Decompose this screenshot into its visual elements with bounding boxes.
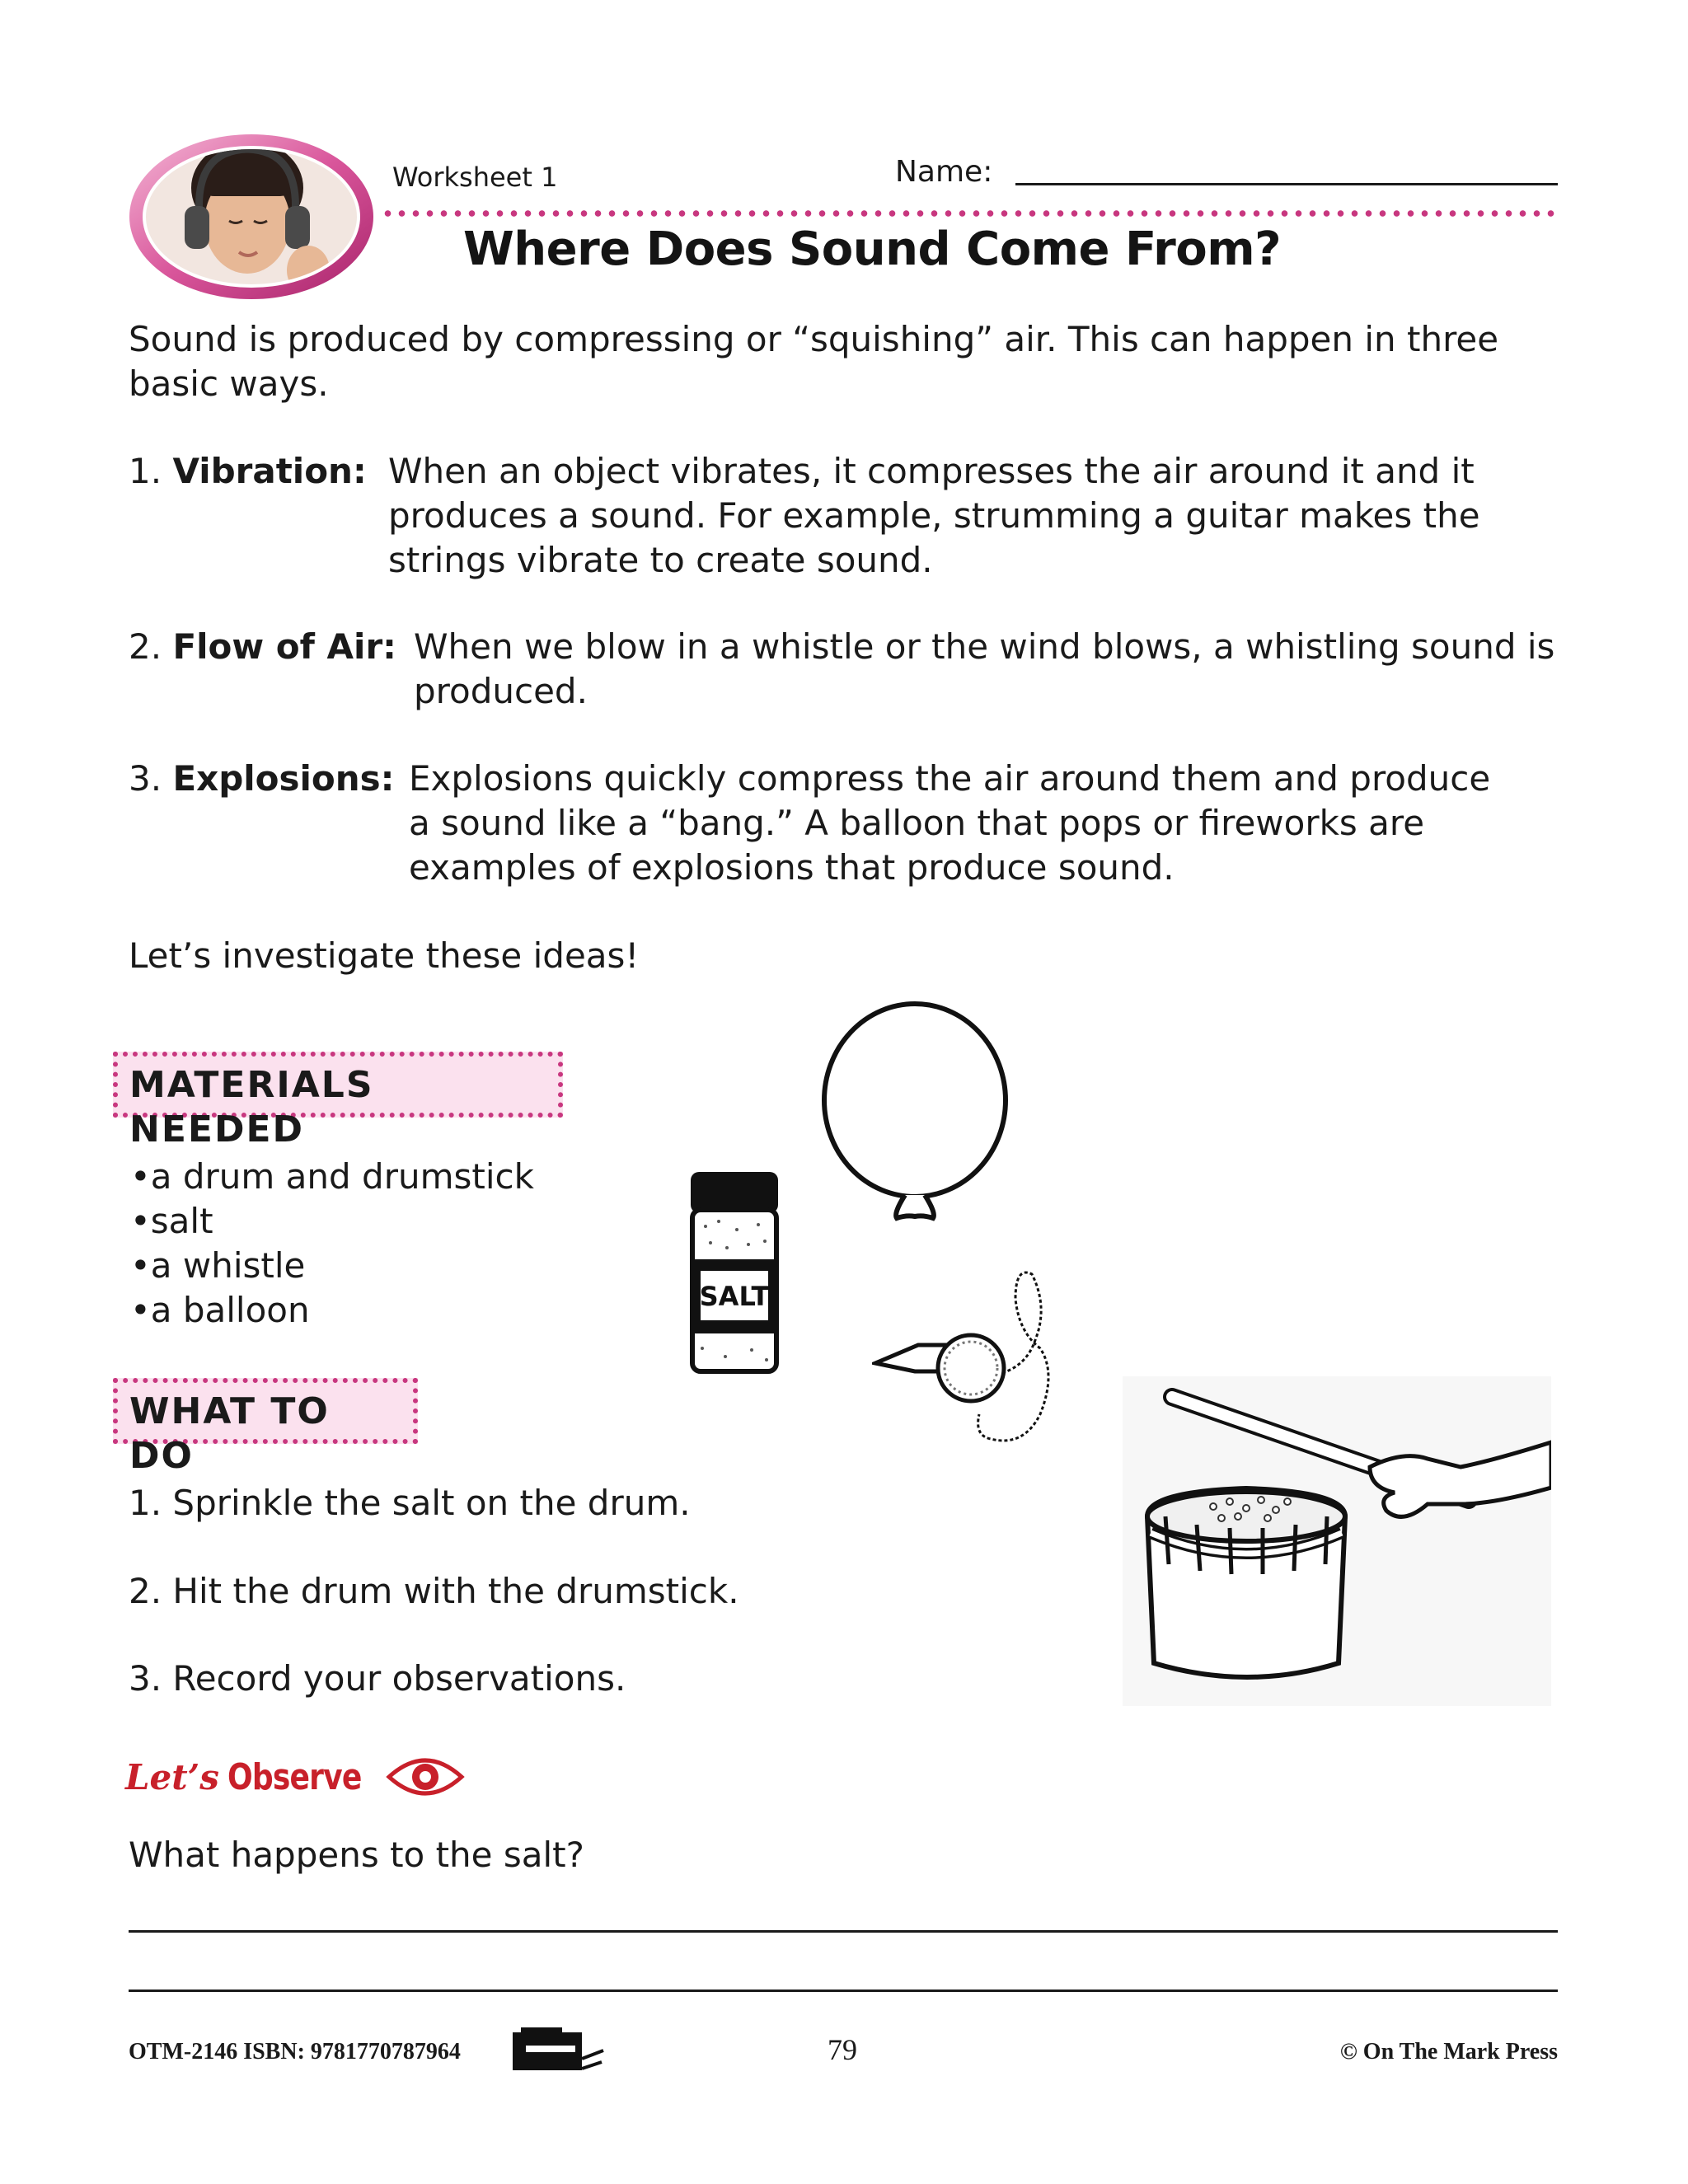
way-vibration-line-1: When an object vibrates, it compresses the air around it and it — [388, 451, 1475, 491]
way-vibration-line-2: produces a sound. For example, strumming a guitar makes the — [388, 495, 1480, 536]
way-number: 1. — [129, 451, 162, 491]
page-title: Where Does Sound Come From? — [463, 223, 1282, 276]
step-3: 3. Record your observations. — [129, 1658, 626, 1699]
way-flow-heading — [129, 625, 396, 669]
step-1: 1. Sprinkle the salt on the drum. — [129, 1483, 691, 1523]
way-explosions-line-2: a sound like a “bang.” A balloon that pops or fireworks are — [409, 803, 1425, 843]
observe-question: What happens to the salt? — [129, 1835, 584, 1875]
way-number: 3. — [129, 758, 162, 799]
way-flow-line-2: produced. — [414, 671, 588, 711]
way-vibration-heading — [129, 449, 367, 494]
way-term: Vibration: — [172, 451, 367, 491]
investigate-text: Let’s investigate these ideas! — [129, 935, 640, 976]
worksheet-label: Worksheet 1 — [392, 162, 558, 193]
drum-and-stick-illustration — [1123, 1376, 1551, 1706]
lets-text: Let’s — [125, 1756, 219, 1797]
salt-shaker-illustration — [686, 1167, 785, 1378]
way-explosions-heading — [129, 757, 394, 801]
way-number: 2. — [129, 626, 162, 667]
way-term: Flow of Air: — [172, 626, 396, 667]
name-field[interactable] — [1015, 183, 1558, 185]
whistle-illustration — [872, 1264, 1062, 1470]
salt-label: SALT — [699, 1281, 770, 1312]
intro-line-1: Sound is produced by compressing or “squishing” air. This can happen in three — [129, 319, 1499, 359]
photocopier-icon — [509, 2024, 607, 2075]
page-number: 79 — [828, 2033, 857, 2066]
lets-observe-heading — [125, 1754, 467, 1800]
headphones-kid-badge — [124, 130, 379, 303]
step-2: 2. Hit the drum with the drumstick. — [129, 1571, 739, 1611]
eye-icon — [384, 1754, 467, 1800]
way-explosions-line-1: Explosions quickly compress the air around them and produce — [409, 758, 1491, 799]
way-explosions-line-3: examples of explosions that produce sound. — [409, 847, 1175, 888]
materials-heading: MATERIALS NEEDED — [113, 1052, 563, 1118]
footer-code-isbn: OTM-2146 ISBN: 9781770787964 — [129, 2039, 461, 2064]
way-vibration-line-3: strings vibrate to create sound. — [388, 540, 933, 580]
answer-line-2[interactable] — [129, 1990, 1558, 1992]
list-item: •a balloon — [130, 1290, 310, 1330]
what-to-do-heading: WHAT TO DO — [113, 1378, 418, 1444]
way-flow-line-1: When we blow in a whistle or the wind blows, a whistling sound is — [414, 626, 1555, 667]
way-term: Explosions: — [172, 758, 395, 799]
footer-copyright: © On The Mark Press — [1339, 2039, 1558, 2064]
intro-line-2: basic ways. — [129, 363, 329, 404]
balloon-illustration — [816, 997, 1022, 1244]
list-item: •salt — [130, 1201, 213, 1241]
header-dotted-rule — [381, 209, 1558, 218]
list-item: •a whistle — [130, 1245, 306, 1286]
observe-text: Observe — [227, 1755, 362, 1798]
name-label: Name: — [895, 155, 993, 189]
list-item: •a drum and drumstick — [130, 1156, 534, 1197]
answer-line-1[interactable] — [129, 1930, 1558, 1933]
materials-list — [130, 1155, 534, 1333]
